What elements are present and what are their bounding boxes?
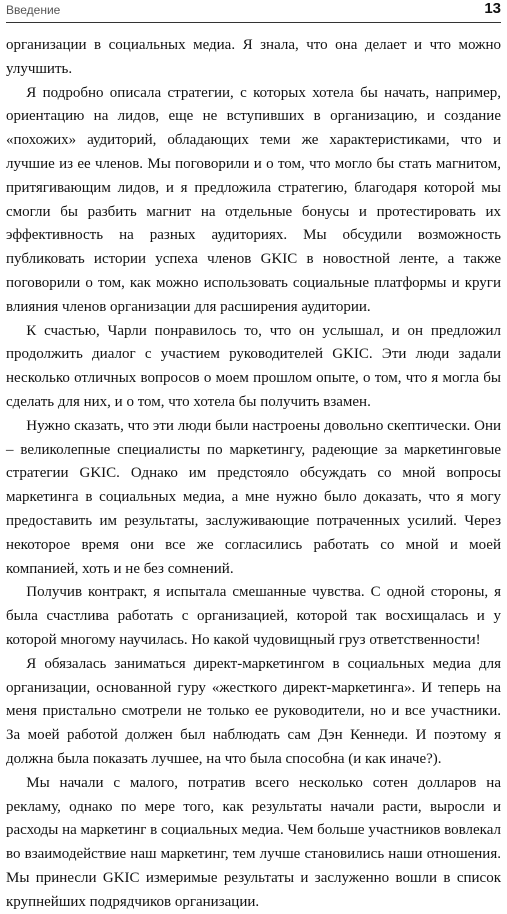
body-text (6, 34, 501, 914)
paragraph: Мы начали с малого, потратив всего несколько сотен долларов на рекламу, однако по мере того, как результаты начали расти, выросли и расходы на маркетинг в социальных медиа. Чем больше участников вовлекал во взаимодействие наш маркетинг, тем лучше становились наши отношения. Мы принесли GKIC измеримые результаты и заслуженно вошли в список крупнейших подрядчиков организации. (6, 774, 501, 910)
paragraph-continued: организации в социальных медиа. Я знала, что она делает и что можно улучшить. (6, 37, 501, 77)
paragraph: Я подробно описала стратегии, с которых хотела бы начать, например, ориентацию на лидов, еще не вступивших в организацию, и создание «похожих» аудиторий, обладающих теми же характеристиками, что и лучшие из ее членов. Мы поговорили и о том, что могло бы стать магнитом, притягивающим лидов, и я предложила стратегию, благодаря которой мы смогли бы разбить магнит на отдельные бонусы и протестировать их эффективность на разных аудиториях. Мы обсудили возможность публиковать истории успеха членов GKIC в новостной ленте, а также поговорили о том, как можно использовать социальные платформы и круги влияния членов организации для расширения аудитории. (6, 84, 501, 315)
running-header (6, 0, 501, 23)
paragraph: К счастью, Чарли понравилось то, что он услышал, и он предложил продолжить диалог с участием руководителей GKIC. Эти люди задали несколько отличных вопросов о моем прошлом опыте, о том, что я могла бы сделать для них, и о том, что хотела бы получить взамен. (6, 322, 501, 410)
paragraph: Получив контракт, я испытала смешанные чувства. С одной стороны, я была счастлива работать с организацией, которой так восхищалась и у которой многому научилась. Но какой чудовищный груз ответственности! (6, 584, 501, 648)
paragraph: Нужно сказать, что эти люди были настроены довольно скептически. Они – великолепные специалисты по маркетингу, радеющие за маркетинговые стратегии GKIC. Однако им предстояло обсуждать со мной вопросы маркетинга в социальных медиа, а мне нужно было доказать, что я могу предоставить им результаты, заслуживающие потраченных усилий. Через некоторое время они все же согласились работать со мной и моей компанией, хоть и не без сомнений. (6, 417, 501, 577)
section-title: Введение (6, 3, 61, 17)
paragraph: Я обязалась заниматься директ-маркетингом в социальных медиа для организации, основанной гуру «жесткого директ-маркетинга». И теперь на меня пристально смотрели не только ее руководители, но и все участники. За моей работой должен был наблюдать сам Дэн Кеннеди. И поэтому я должна была показать лучшее, на что была способна (и как иначе?). (6, 655, 501, 767)
page-number: 13 (484, 0, 501, 17)
